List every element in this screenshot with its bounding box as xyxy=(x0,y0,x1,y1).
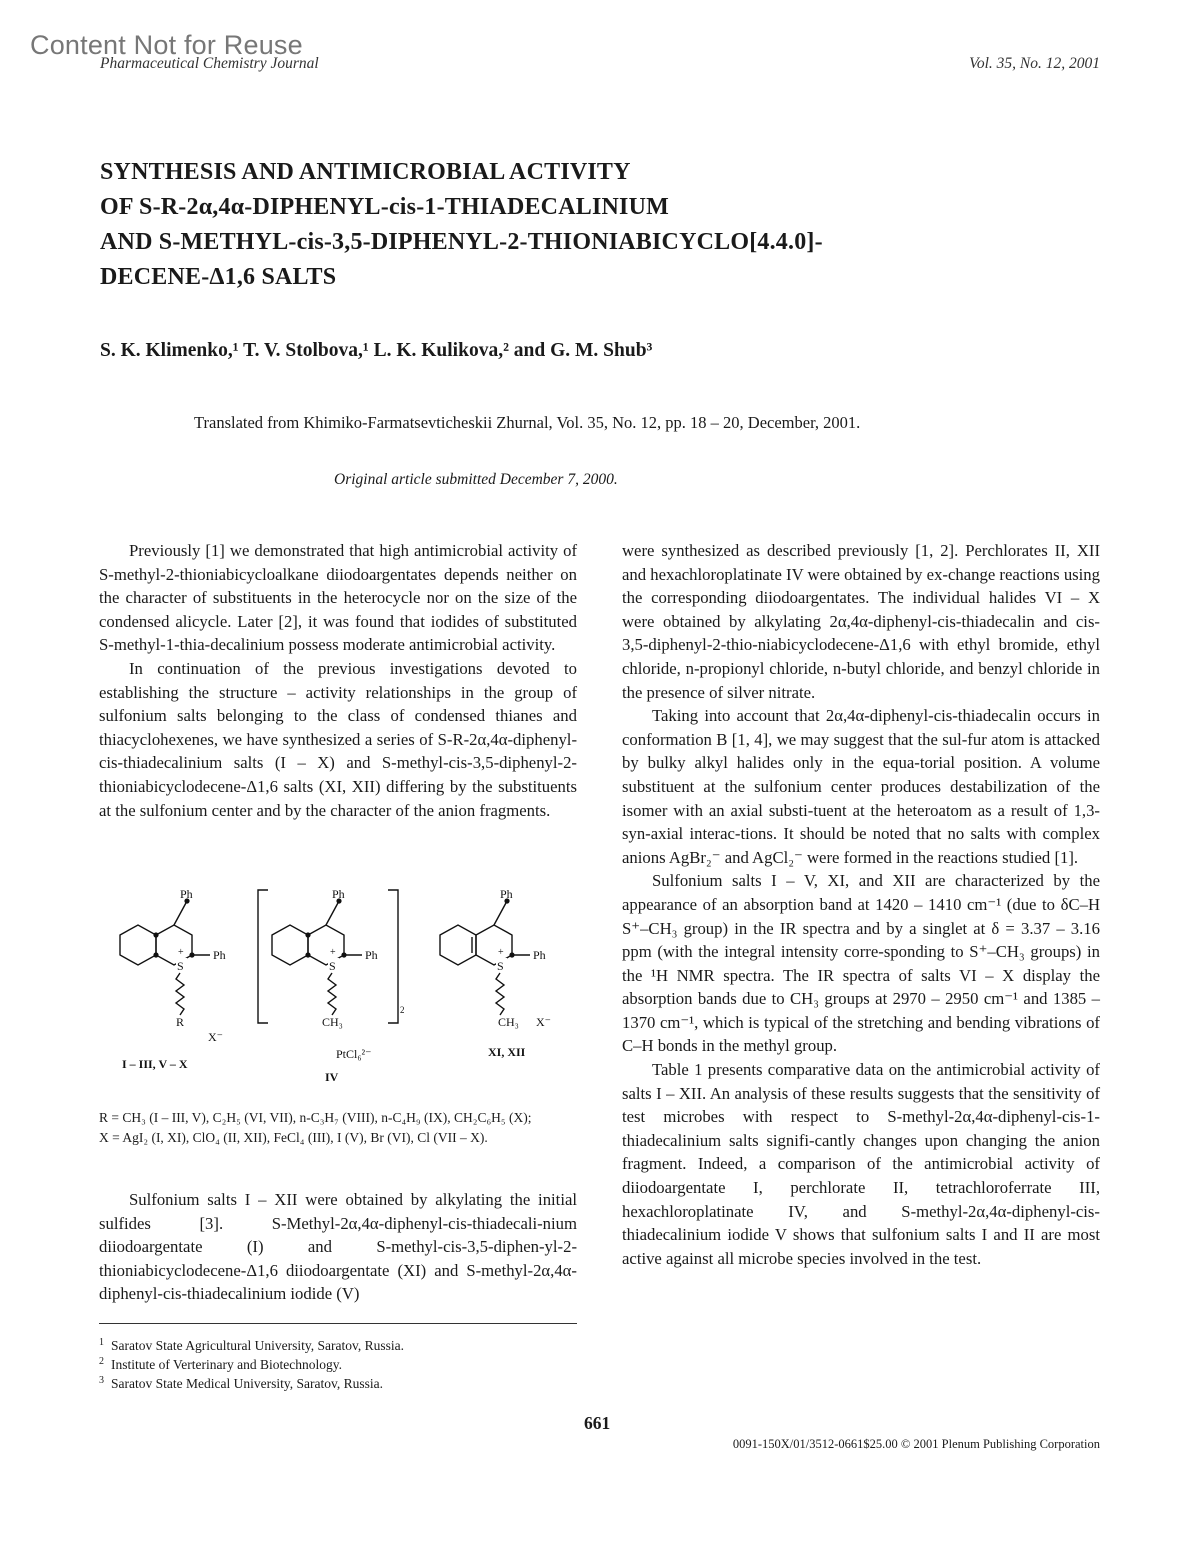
right-column xyxy=(622,539,1100,1270)
footnote-text: Saratov State Medical University, Saratov, Russia. xyxy=(111,1376,383,1391)
charge-plus: + xyxy=(498,947,504,958)
ph-label: Ph xyxy=(332,887,345,901)
r-label: R xyxy=(176,1015,185,1029)
phenyl-bond xyxy=(494,901,507,925)
paragraph: Taking into account that 2α,4α-diphenyl-cis-thiadecalin occurs in conformation B [1, 4], we may suggest that the sul-fur atom is attacked by bulky alkyl halides only in the equa-torial position. A volume substituent at the sulfonium center produces destabilization of the isomer with an axial substi-tuent at the heteroatom as a result of 1,3-syn-axial interac-tions. It should be noted that no salts with complex anions AgBr₂⁻ and AgCl₂⁻ were formed in the reactions studied [1]. xyxy=(622,706,1100,867)
bracket-charge: 2 xyxy=(400,1005,405,1015)
legend-line: X = AgI₂ (I, XI), ClO₄ (II, XII), FeCl₄ (III), I (V), Br (VI), Cl (VII – X). xyxy=(99,1130,488,1145)
ph-label: Ph xyxy=(500,887,513,901)
footnote-number: 3 xyxy=(99,1375,104,1386)
watermark: Content Not for Reuse xyxy=(30,30,303,60)
phenyl-bond xyxy=(174,901,187,925)
footnote xyxy=(99,1355,577,1374)
title-line: OF S-R-2α,4α-DIPHENYL-cis-1-THIADECALINIUM xyxy=(100,194,669,220)
footnote xyxy=(99,1336,577,1355)
page-number: 661 xyxy=(584,1413,611,1433)
right-bracket xyxy=(388,890,398,1023)
wavy-bond xyxy=(328,973,336,1015)
authors: S. K. Klimenko,¹ T. V. Stolbova,¹ L. K. Kulikova,² and G. M. Shub³ xyxy=(100,340,653,361)
footnotes xyxy=(99,1336,577,1393)
title-line: SYNTHESIS AND ANTIMICROBIAL ACTIVITY xyxy=(100,159,631,185)
footnote-rule xyxy=(99,1323,577,1324)
phenyl-bond xyxy=(326,901,339,925)
anion-label: PtCl₆²⁻ xyxy=(336,1047,372,1061)
footnote-text: Institute of Verterinary and Biotechnology. xyxy=(111,1357,342,1372)
charge-plus: + xyxy=(178,947,184,958)
paragraph: Sulfonium salts I – V, XI, and XII are characterized by the appearance of an absorption band at 1420 – 1410 cm⁻¹ (due to δC–H S⁺–CH₃ group) in the IR spectra and by a singlet at δ = 3.37 – 3.16 ppm (with the integral intensity corre-sponding to S⁺–CH₃ groups) in the ¹H NMR spectra. The IR spectra of salts VI – X display the absorption bands due to CH₃ groups at 2970 – 2950 cm⁻¹ and 1385 – 1370 cm⁻¹, which is typical of the stretching and bending vibrations of C–H bonds in the methyl group. xyxy=(622,871,1100,1056)
translation-note: Translated from Khimiko-Farmatsevticheskii Zhurnal, Vol. 35, No. 12, pp. 18 – 20, December, 2001. xyxy=(194,413,861,432)
compound-label: XI, XII xyxy=(488,1045,526,1059)
paragraph: were synthesized as described previously [1, 2]. Perchlorates II, XII and hexachloroplatinate IV were obtained by ex-change reactions using the corresponding diiodoargentates. The individual halides VI – X were obtained by alkylating 2α,4α-diphenyl-cis-thiadecalin and cis-3,5-diphenyl-2-thio-niabicyclodecene-Δ1,6 with ethyl bromide, ethyl chloride, n-propionyl chloride, n-butyl chloride, and benzyl chloride in the presence of silver nitrate. xyxy=(622,541,1100,702)
volume-info: Vol. 35, No. 12, 2001 xyxy=(969,55,1100,72)
scheme-legend xyxy=(99,1108,577,1148)
left-bracket xyxy=(258,890,268,1023)
title-line: DECENE-Δ1,6 SALTS xyxy=(100,264,337,290)
footnote-text: Saratov State Agricultural University, Saratov, Russia. xyxy=(111,1338,404,1353)
copyright-line: 0091-150X/01/3512-0661$25.00 © 2001 Plenum Publishing Corporation xyxy=(732,1437,1100,1451)
cyclohexane-ring xyxy=(120,925,156,965)
methyl-label: CH₃ xyxy=(322,1015,343,1029)
submission-note: Original article submitted December 7, 2000. xyxy=(334,471,618,488)
wavy-bond xyxy=(176,973,184,1015)
left-column-bottom xyxy=(99,1188,577,1306)
cyclohexane-ring xyxy=(272,925,308,965)
sulfonium-s: S xyxy=(177,959,184,973)
sulfonium-s: S xyxy=(329,959,336,973)
ph-label: Ph xyxy=(533,948,546,962)
paragraph: Table 1 presents comparative data on the antimicrobial activity of salts I – XII. An analysis of these results suggests that the sensitivity of test microbes with respect to S-methyl-2α,4α-diphenyl-cis-1-thiadecalinium salts signifi-cantly changes upon changing the anion fragment. Indeed, a comparison of the antimicrobial activity of diiodoargentate I, perchlorate II, tetrachloroferrate III, hexachloroplatinate IV, and S-methyl-2α,4α-diphenyl-cis-thiadecalinium iodide V shows that sulfonium salts I and II are most active against all microbe species involved in the test. xyxy=(622,1060,1100,1268)
compound-label: IV xyxy=(325,1070,339,1084)
methyl-label: CH₃ xyxy=(498,1015,519,1029)
footnote-number: 1 xyxy=(99,1337,104,1348)
chemical-scheme xyxy=(100,885,578,1090)
sulfonium-s: S xyxy=(497,959,504,973)
paragraph: In continuation of the previous investigations devoted to establishing the structure – activity relationships in the group of sulfonium salts belonging to the class of condensed thianes and thiacyclohexenes, we have synthesized a series of S-R-2α,4α-diphenyl-cis-thiadecalinium salts (I – X) and S-methyl-cis-3,5-diphenyl-2-thioniabicyclodecene-Δ1,6 salts (XI, XII) differing by the substituents at the sulfonium center and by the character of the anion fragments. xyxy=(99,658,577,820)
ph-label: Ph xyxy=(213,948,226,962)
journal-name: Pharmaceutical Chemistry Journal xyxy=(100,55,319,72)
footnote xyxy=(99,1374,577,1393)
ph-label: Ph xyxy=(365,948,378,962)
footnote-number: 2 xyxy=(99,1356,104,1367)
anion-label: X⁻ xyxy=(208,1030,223,1044)
left-column-top xyxy=(99,539,577,822)
paragraph: Sulfonium salts I – XII were obtained by alkylating the initial sulfides [3]. S-Methyl-2α,4α-diphenyl-cis-thiadecali-nium diiodoargentate (I) and S-methyl-cis-3,5-diphen-yl-2-thioniabicyclodecene-Δ1,6 diiodoargentate (XI) and S-methyl-2α,4α-diphenyl-cis-thiadecalinium iodide (V) xyxy=(99,1190,577,1304)
wavy-bond xyxy=(496,973,504,1015)
ph-label: Ph xyxy=(180,887,193,901)
cyclohexene-ring xyxy=(440,925,476,965)
title-line: AND S-METHYL-cis-3,5-DIPHENYL-2-THIONIABICYCLO[4.4.0]- xyxy=(100,229,823,255)
anion-label: X⁻ xyxy=(536,1015,551,1029)
compound-label: I – III, V – X xyxy=(122,1057,188,1071)
paragraph: Previously [1] we demonstrated that high antimicrobial activity of S-methyl-2-thioniabicycloalkane diiodoargentates depends neither on the character of substituents in the heterocycle nor on the size of the condensed alicycle. Later [2], it was found that iodides of substituted S-methyl-1-thia-decalinium possess moderate antimicrobial activity. xyxy=(99,541,577,655)
article-title xyxy=(100,155,1060,295)
legend-line: R = CH₃ (I – III, V), C₂H₅ (VI, VII), n-C₃H₇ (VIII), n-C₄H₉ (IX), CH₂C₆H₅ (X); xyxy=(99,1110,532,1125)
charge-plus: + xyxy=(330,947,336,958)
